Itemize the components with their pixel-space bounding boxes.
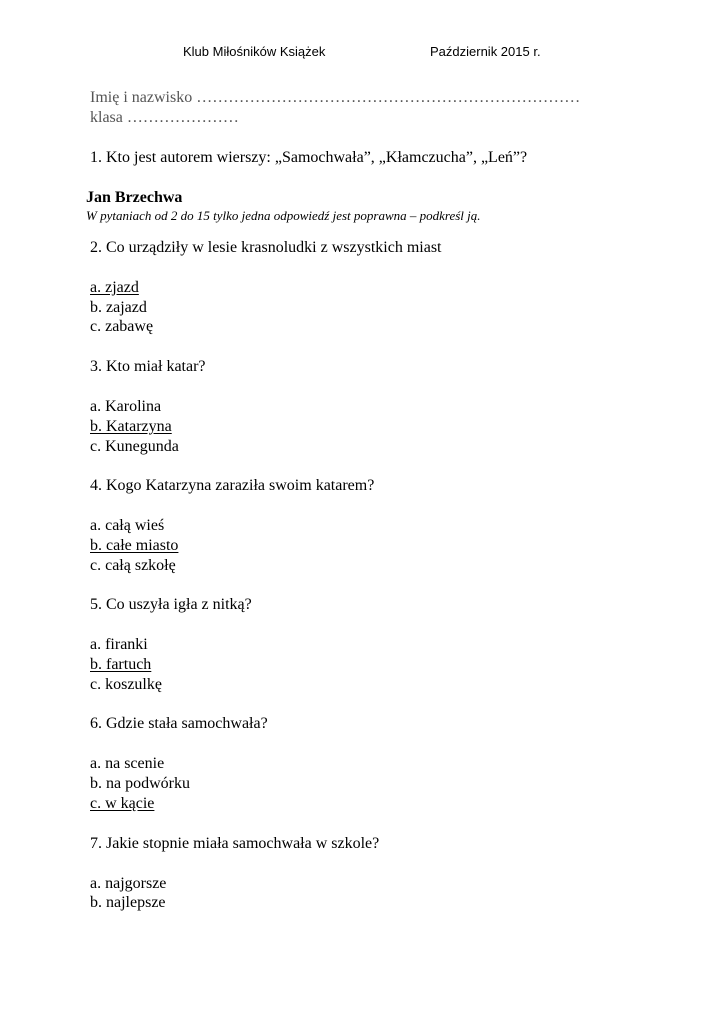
answer-option[interactable] [90,635,690,655]
answer-option[interactable] [90,516,690,536]
question-text: 7. Jakie stopnie miała samochwała w szkole? [90,834,380,852]
question-1: 1. Kto jest autorem wierszy: „Samochwała”, „Kłamczucha”, „Leń”? [90,149,528,166]
answer-option[interactable] [90,675,690,695]
question-block [90,476,690,595]
answer-option-label: c. zabawę [90,318,154,336]
question-text: 5. Co uszyła igła z nitką? [90,596,252,614]
answer-option[interactable] [90,298,690,318]
club-name: Klub Miłośników Książek [183,44,326,59]
question-list [90,238,690,913]
answer-option[interactable] [90,417,690,437]
answer-option[interactable] [90,874,690,894]
question-block [90,714,690,833]
answer-option[interactable] [90,794,690,814]
answer-option[interactable] [90,397,690,417]
answer-option-label: b. najlepsze [90,894,166,912]
answer-1: Jan Brzechwa [86,189,183,206]
question-block [90,357,690,476]
answer-option[interactable] [90,437,690,457]
question-text: 4. Kogo Katarzyna zaraziła swoim katarem? [90,477,375,495]
answer-option-label: a. na scenie [90,755,165,773]
class-field[interactable]: klasa ………………… [90,109,239,126]
instruction: W pytaniach od 2 do 15 tylko jedna odpowiedź jest poprawna – podkreśl ją. [86,208,481,223]
answer-option[interactable] [90,774,690,794]
answer-option-label: a. firanki [90,636,148,654]
page-header [0,44,725,64]
answer-option[interactable] [90,278,690,298]
question-text: 3. Kto miał katar? [90,358,206,376]
question-block [90,595,690,714]
answer-option[interactable] [90,655,690,675]
worksheet [86,88,690,913]
header-date: Październik 2015 r. [430,44,541,59]
answer-option-label: b. zajazd [90,298,147,316]
answer-option-label: a. zjazd [90,279,139,296]
question-block [90,238,690,357]
answer-option-label: a. Karolina [90,398,162,416]
answer-option[interactable] [90,556,690,576]
answer-option-label: c. Kunegunda [90,437,179,455]
answer-option-label: b. Katarzyna [90,417,172,435]
question-text: 6. Gdzie stała samochwała? [90,715,268,733]
answer-option-label: a. całą wieś [90,517,165,535]
answer-option[interactable] [90,536,690,556]
answer-option-label: b. na podwórku [90,775,190,793]
answer-option-label: c. koszulkę [90,675,162,693]
answer-option[interactable] [90,317,690,337]
answer-option-label: b. całe miasto [90,536,179,554]
answer-option[interactable] [90,754,690,774]
name-field[interactable]: Imię i nazwisko ……………………………………………………………… [90,89,581,106]
answer-option-label: c. całą szkołę [90,556,176,574]
answer-option-label: b. fartuch [90,656,152,674]
answer-option-label: a. najgorsze [90,874,167,892]
question-block [90,834,690,913]
answer-option[interactable] [90,893,690,913]
question-text: 2. Co urządziły w lesie krasnoludki z wszystkich miast [90,239,442,256]
answer-option-label: c. w kącie [90,794,155,812]
